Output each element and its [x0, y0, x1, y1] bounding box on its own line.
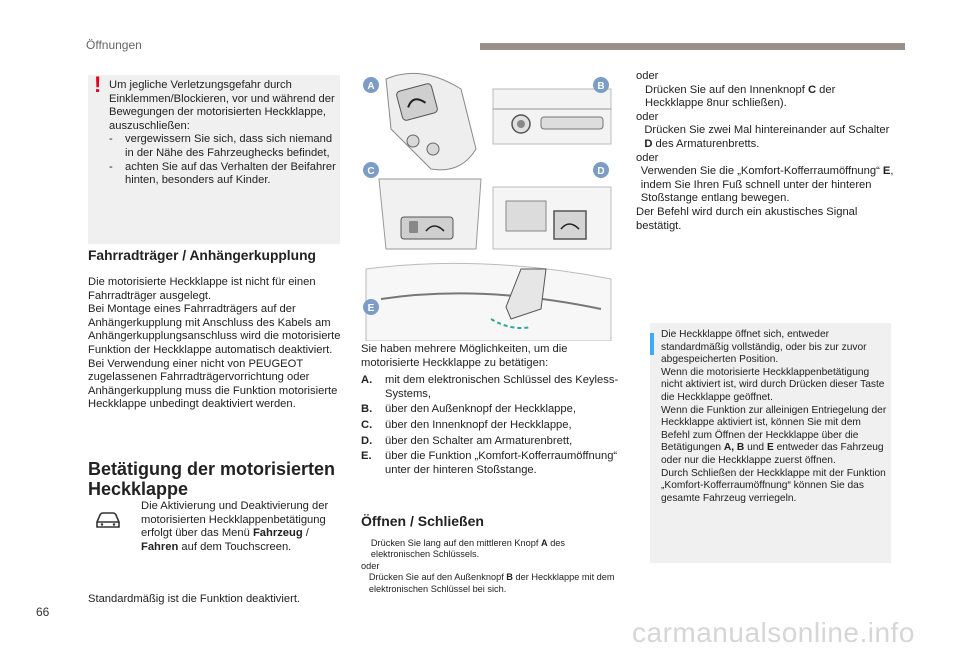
oder-label: oder — [636, 110, 659, 123]
option-text: über die Funktion „Komfort-Kofferraumöffnung“ unter der hinteren Stoßstange. — [385, 450, 618, 476]
oder-label: oder — [636, 151, 659, 164]
info-text — [661, 405, 889, 468]
right-step-text-a: Drücken Sie zwei Mal hintereinander auf Schalter — [644, 124, 890, 137]
oeffnen-step-text-a: Drücken Sie auf den Außenknopf — [368, 572, 507, 583]
warning-intro: Um jegliche Verletzungsgefahr durch Einklemmen/Blockieren, vor und während der Bewegungen der motorisierten Heckklappe, auszuschließen: — [109, 79, 335, 132]
info-icon — [650, 333, 654, 355]
marker-c — [363, 162, 379, 178]
marker-a-label: A — [367, 81, 375, 92]
marker-d-label: D — [597, 166, 605, 177]
paragraph-fahrradtraeger: Die motorisierte Heckklappe ist nicht für einen Fahrradträger ausgelegt. Bei Montage eines Fahrradträgers auf der Anhängerkupplung mit Anschluss des Kabels am Anhängerkupplungsanschluss wird die motorisierte Funktion der Heckklappe automatisch deaktiviert. Bei Verwendung einer nicht von PEUGEOT zugelassenen Fahrradträgervorrichtung oder Anhängerkupplung muss die Funktion motorisierte Heckklappe unbedingt deaktiviert werden. — [88, 276, 341, 411]
oeffnen-step-text-c: der Heckklappe mit dem elektronischen Schlüssel bei sich. — [368, 572, 615, 594]
confirmation-text: Der Befehl wird durch ein akustisches Signal bestätigt. — [636, 205, 858, 232]
info-body — [661, 329, 889, 505]
tailgate-controls-illustration — [361, 69, 615, 341]
oeffnen-step-key: B — [506, 572, 513, 583]
right-step-key: D — [644, 137, 653, 150]
warning-box — [88, 72, 340, 244]
right-step-text — [644, 124, 896, 151]
info-key: A, B — [723, 442, 745, 454]
heading-fahrradtraeger: Fahrradträger / Anhängerkupplung — [88, 248, 316, 263]
option-item — [361, 435, 623, 449]
oeffnen-instructions — [361, 538, 623, 595]
info-key: E — [766, 442, 774, 454]
marker-b — [593, 77, 609, 93]
right-step-key: E — [882, 165, 891, 178]
oder-label: oder — [636, 70, 659, 82]
option-text: über den Außenknopf der Heckklappe, — [385, 403, 576, 416]
oeffnen-step-text-c: des elektronischen Schlüssels. — [370, 538, 566, 560]
marker-a — [363, 77, 379, 93]
oeffnen-step-text-a: Drücken Sie lang auf den mittleren Knopf — [370, 538, 541, 548]
oeffnen-step — [361, 572, 623, 595]
section-header-title: Öffnungen — [86, 38, 142, 52]
right-step-text-c: der Heckklappe 8nur schließen). — [644, 83, 836, 110]
option-key: A. — [361, 374, 373, 387]
marker-c-label: C — [367, 166, 375, 177]
aktivierung-text: Die Aktivierung und Deaktivierung der motorisierten Heckklappenbetätigung erfolgt über das Menü — [141, 500, 329, 540]
section-header-bar — [480, 43, 905, 50]
option-text: über den Schalter am Armaturenbrett, — [385, 434, 573, 447]
right-column-instructions — [636, 70, 896, 233]
info-text: Die Heckklappe öffnet sich, entweder standardmäßig vollständig, oder bis zur zuvor abgespeicherten Position. — [661, 329, 867, 366]
info-box — [650, 323, 891, 563]
page-number: 66 — [36, 605, 50, 619]
heading-betaetigung: Betätigung der motorisierten Heckklappe — [88, 459, 336, 499]
warning-icon: ! — [94, 72, 102, 97]
options-section — [361, 343, 623, 479]
right-step-key: C — [807, 83, 817, 96]
paragraph-standard: Standardmäßig ist die Funktion deaktiviert. — [88, 593, 301, 605]
option-key: C. — [361, 418, 373, 431]
check-symbol — [361, 572, 369, 595]
right-step — [636, 84, 896, 111]
options-intro: Sie haben mehrere Möglichkeiten, um die motorisierte Heckklappe zu betätigen: — [361, 343, 568, 369]
info-text-part: Wenn die Funktion zur alleinigen Entriegelung der Heckklappe aktiviert ist, können Sie mit dem Befehl zum Öffnen der Heckklappe über die Betätigungen — [661, 404, 887, 454]
oeffnen-step-text — [371, 538, 623, 561]
car-settings-icon — [94, 508, 122, 530]
warning-item: - achten Sie auf das Verhalten der Beifahrer hinten, besonders auf Kinder. — [109, 160, 336, 187]
option-item — [361, 419, 623, 433]
check-symbol — [636, 84, 645, 111]
warning-body — [109, 79, 337, 188]
option-key: E. — [361, 450, 372, 463]
right-step-text-a: Drücken Sie auf den Innenknopf — [644, 83, 808, 96]
warning-item-text: vergewissern Sie sich, dass sich niemand in der Nähe des Fahrzeughecks befindet, — [125, 133, 333, 159]
warning-item: - vergewissern Sie sich, dass sich niemand in der Nähe des Fahrzeughecks befindet, — [109, 133, 337, 160]
right-step-text-c: des Armaturenbretts. — [652, 137, 760, 150]
oeffnen-step-text — [369, 572, 623, 595]
oeffnen-step-key: A — [541, 538, 548, 548]
watermark: carmanualsonline.info — [632, 617, 915, 648]
option-key: D. — [361, 434, 373, 447]
heading-oeffnen-schliessen: Öffnen / Schließen — [361, 513, 484, 529]
warning-item-text: achten Sie auf das Verhalten der Beifahrer hinten, besonders auf Kinder. — [125, 160, 336, 187]
right-step-text-c: , indem Sie Ihren Fuß schnell unter der hinteren Stoßstange entlang bewegen. — [640, 165, 894, 205]
right-step-text-a: Verwenden Sie die „Komfort-Kofferraumöffnung“ — [640, 165, 883, 178]
option-text: mit dem elektronischen Schlüssel des Keyless-Systems, — [385, 374, 619, 400]
check-symbol — [636, 124, 644, 151]
marker-b-label: B — [597, 81, 605, 92]
marker-e-label: E — [367, 303, 375, 314]
marker-d — [593, 162, 609, 178]
option-text: über den Innenknopf der Heckklappe, — [385, 418, 572, 431]
info-text-part: entweder das Fahrzeug oder nur die Heckklappe zuerst öffnen. — [661, 442, 884, 466]
option-item — [361, 403, 623, 417]
oeffnen-step — [361, 538, 623, 561]
option-item — [361, 450, 623, 477]
info-text-part: und — [744, 442, 767, 454]
menu-separator: / — [302, 527, 309, 540]
right-step-text — [645, 84, 896, 111]
right-step — [636, 124, 896, 151]
info-text: Durch Schließen der Heckklappe mit der Funktion „Komfort-Kofferraumöffnung“ können Sie das gesamte Fahrzeug verriegeln. — [661, 467, 886, 504]
paragraph-aktivierung — [141, 500, 341, 554]
info-text: Wenn die motorisierte Heckklappenbetätigung nicht aktiviert ist, wird durch Drücken dieser Taste die Heckklappe geöffnet. — [661, 366, 885, 403]
option-key: B. — [361, 403, 373, 416]
check-symbol — [361, 538, 371, 561]
menu-fahrzeug: Fahrzeug — [252, 527, 303, 540]
right-step — [636, 165, 896, 206]
aktivierung-text-end: auf dem Touchscreen. — [178, 540, 292, 553]
right-step-text — [641, 165, 896, 206]
oder-label: oder — [361, 560, 380, 571]
option-item — [361, 374, 623, 401]
menu-fahren: Fahren — [141, 540, 179, 553]
marker-e — [363, 299, 379, 315]
